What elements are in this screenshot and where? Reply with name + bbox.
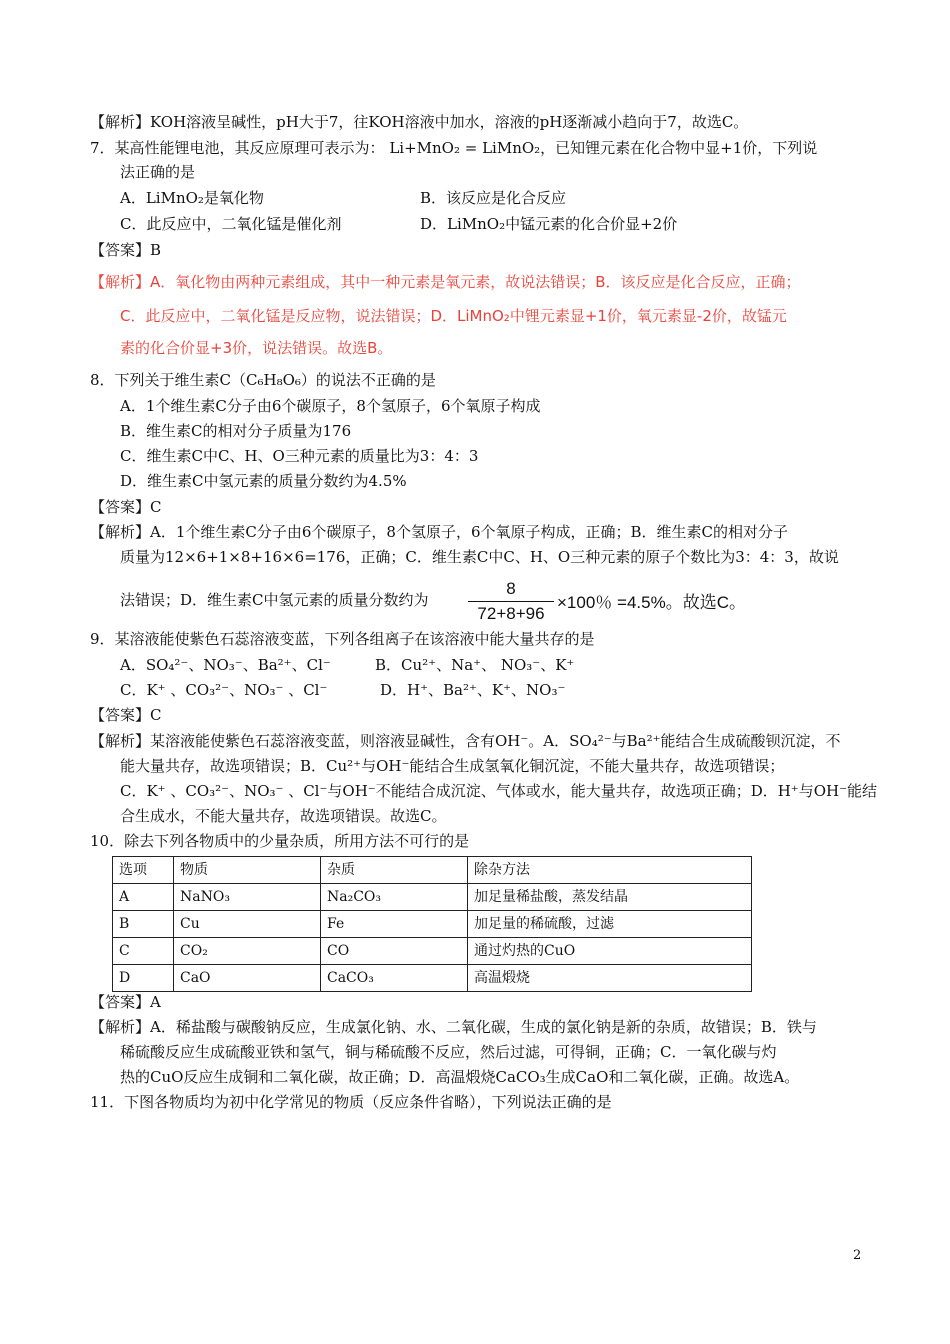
explanation-7-line3: 素的化合价显+3价，说法错误。故选B。 (120, 339, 393, 357)
explanation-10-line3: 热的CuO反应生成铜和二氧化碳，故正确；D．高温煅烧CaCO₃生成CaO和二氧化碳，正确。故选A。 (120, 1068, 800, 1086)
fraction-numerator: 8 (506, 579, 516, 598)
table-cell: CO₂ (174, 938, 321, 965)
q8-option-d: D．维生素C中氢元素的质量分数约为4.5% (120, 472, 407, 490)
table-cell: Cu (174, 911, 321, 938)
table-cell: 加足量的稀硫酸，过滤 (468, 911, 752, 938)
table-cell: A (113, 884, 174, 911)
answer-8: 【答案】C (90, 498, 162, 516)
fraction-bar (468, 601, 554, 602)
q9-option-d: D．H⁺、Ba²⁺、K⁺、NO₃⁻ (380, 681, 566, 699)
table-cell: B (113, 911, 174, 938)
table-row (113, 884, 752, 911)
table-cell: CaCO₃ (321, 965, 468, 992)
table-row (113, 938, 752, 965)
q7-option-a: A．LiMnO₂是氧化物 (120, 189, 264, 207)
impurity-table (112, 856, 752, 992)
table-cell: D (113, 965, 174, 992)
header-cell: 杂质 (321, 857, 468, 884)
explanation-9-line2: 能大量共存，故选项错误；B．Cu²⁺与OH⁻能结合生成氢氧化铜沉淀，不能大量共存，故选项错误； (120, 757, 785, 775)
table-row (113, 911, 752, 938)
explanation-7-line2: C．此反应中，二氧化锰是反应物，说法错误；D．LiMnO₂中锂元素显+1价，氧元素显-2价，故锰元 (120, 307, 787, 325)
explanation-9-line1: 【解析】某溶液能使紫色石蕊溶液变蓝，则溶液显碱性，含有OH⁻。A．SO₄²⁻与Ba²⁺能结合生成硫酸钡沉淀，不 (90, 732, 841, 750)
header-cell: 物质 (174, 857, 321, 884)
explanation-8-line2: 质量为12×6+1×8+16×6=176，正确；C．维生素C中C、H、O三种元素的原子个数比为3：4：3，故说 (120, 548, 839, 566)
q8-option-c: C．维生素C中C、H、O三种元素的质量比为3：4：3 (120, 447, 479, 465)
mass-fraction (468, 578, 554, 625)
answer-10: 【答案】A (90, 993, 161, 1011)
header-cell: 选项 (113, 857, 174, 884)
explanation-10-line2: 稀硫酸反应生成硫酸亚铁和氢气，铜与稀硫酸不反应，然后过滤，可得铜，正确；C．一氧化碳与灼 (120, 1043, 777, 1061)
q8-option-b: B．维生素C的相对分子质量为176 (120, 422, 352, 440)
question-10: 10．除去下列各物质中的少量杂质，所用方法不可行的是 (90, 832, 470, 850)
fraction-result: ×100％ =4.5%。故选C。 (557, 593, 746, 612)
answer-9: 【答案】C (90, 706, 162, 724)
explanation-9-line4: 合生成水，不能大量共存，故选项错误。故选C。 (120, 807, 447, 825)
table-cell: 高温煅烧 (468, 965, 752, 992)
q7-option-b: B．该反应是化合反应 (420, 189, 567, 207)
explanation-10-line1: 【解析】A．稀盐酸与碳酸钠反应，生成氯化钠、水、二氧化碳，生成的氯化钠是新的杂质，故错误；B．铁与 (90, 1018, 817, 1036)
explanation-8-line1: 【解析】A．1个维生素C分子由6个碳原子，8个氢原子，6个氧原子构成，正确；B．维生素C的相对分子 (90, 523, 788, 541)
table-cell: Fe (321, 911, 468, 938)
question-11: 11．下图各物质均为初中化学常见的物质（反应条件省略），下列说法正确的是 (90, 1093, 612, 1111)
fraction-denominator: 72+8+96 (477, 604, 545, 623)
question-7-cont: 法正确的是 (120, 163, 196, 181)
explanation-8-line3: 法错误；D．维生素C中氢元素的质量分数约为 (120, 591, 429, 609)
table-cell: Na₂CO₃ (321, 884, 468, 911)
table-header-row (113, 857, 752, 884)
table-row (113, 965, 752, 992)
q9-option-c: C．K⁺ 、CO₃²⁻、NO₃⁻ 、Cl⁻ (120, 681, 328, 699)
table-cell: CO (321, 938, 468, 965)
explanation-7-line1: 【解析】A．氧化物由两种元素组成，其中一种元素是氧元素，故说法错误；B．该反应是化合反应，正确； (90, 273, 801, 291)
question-8: 8．下列关于维生素C（C₆H₈O₆）的说法不正确的是 (90, 371, 436, 389)
q7-option-c: C．此反应中，二氧化锰是催化剂 (120, 215, 342, 233)
explanation-9-line3: C．K⁺ 、CO₃²⁻、NO₃⁻ 、Cl⁻与OH⁻不能结合成沉淀、气体或水，能大量共存，故选项正确；D．H⁺与OH⁻能结 (120, 782, 878, 800)
answer-7: 【答案】B (90, 241, 162, 259)
header-cell: 除杂方法 (468, 857, 752, 884)
page-number: 2 (853, 1248, 862, 1263)
table-cell: NaNO₃ (174, 884, 321, 911)
question-9: 9．某溶液能使紫色石蕊溶液变蓝，下列各组离子在该溶液中能大量共存的是 (90, 630, 595, 648)
table-cell: 加足量稀盐酸，蒸发结晶 (468, 884, 752, 911)
table-cell: 通过灼热的CuO (468, 938, 752, 965)
q7-option-d: D．LiMnO₂中锰元素的化合价显+2价 (420, 215, 678, 233)
explanation-6: 【解析】KOH溶液呈碱性，pH大于7，往KOH溶液中加水，溶液的pH逐渐减小趋向于7，故选C。 (90, 113, 749, 131)
q8-option-a: A．1个维生素C分子由6个碳原子，8个氢原子，6个氧原子构成 (120, 397, 541, 415)
q9-option-b: B．Cu²⁺、Na⁺、 NO₃⁻、K⁺ (375, 656, 575, 674)
table-cell: CaO (174, 965, 321, 992)
q9-option-a: A．SO₄²⁻、NO₃⁻、Ba²⁺、Cl⁻ (120, 656, 331, 674)
table-cell: C (113, 938, 174, 965)
question-7: 7．某高性能锂电池，其反应原理可表示为： Li+MnO₂ = LiMnO₂，已知锂元素在化合物中显+1价，下列说 (90, 139, 818, 157)
